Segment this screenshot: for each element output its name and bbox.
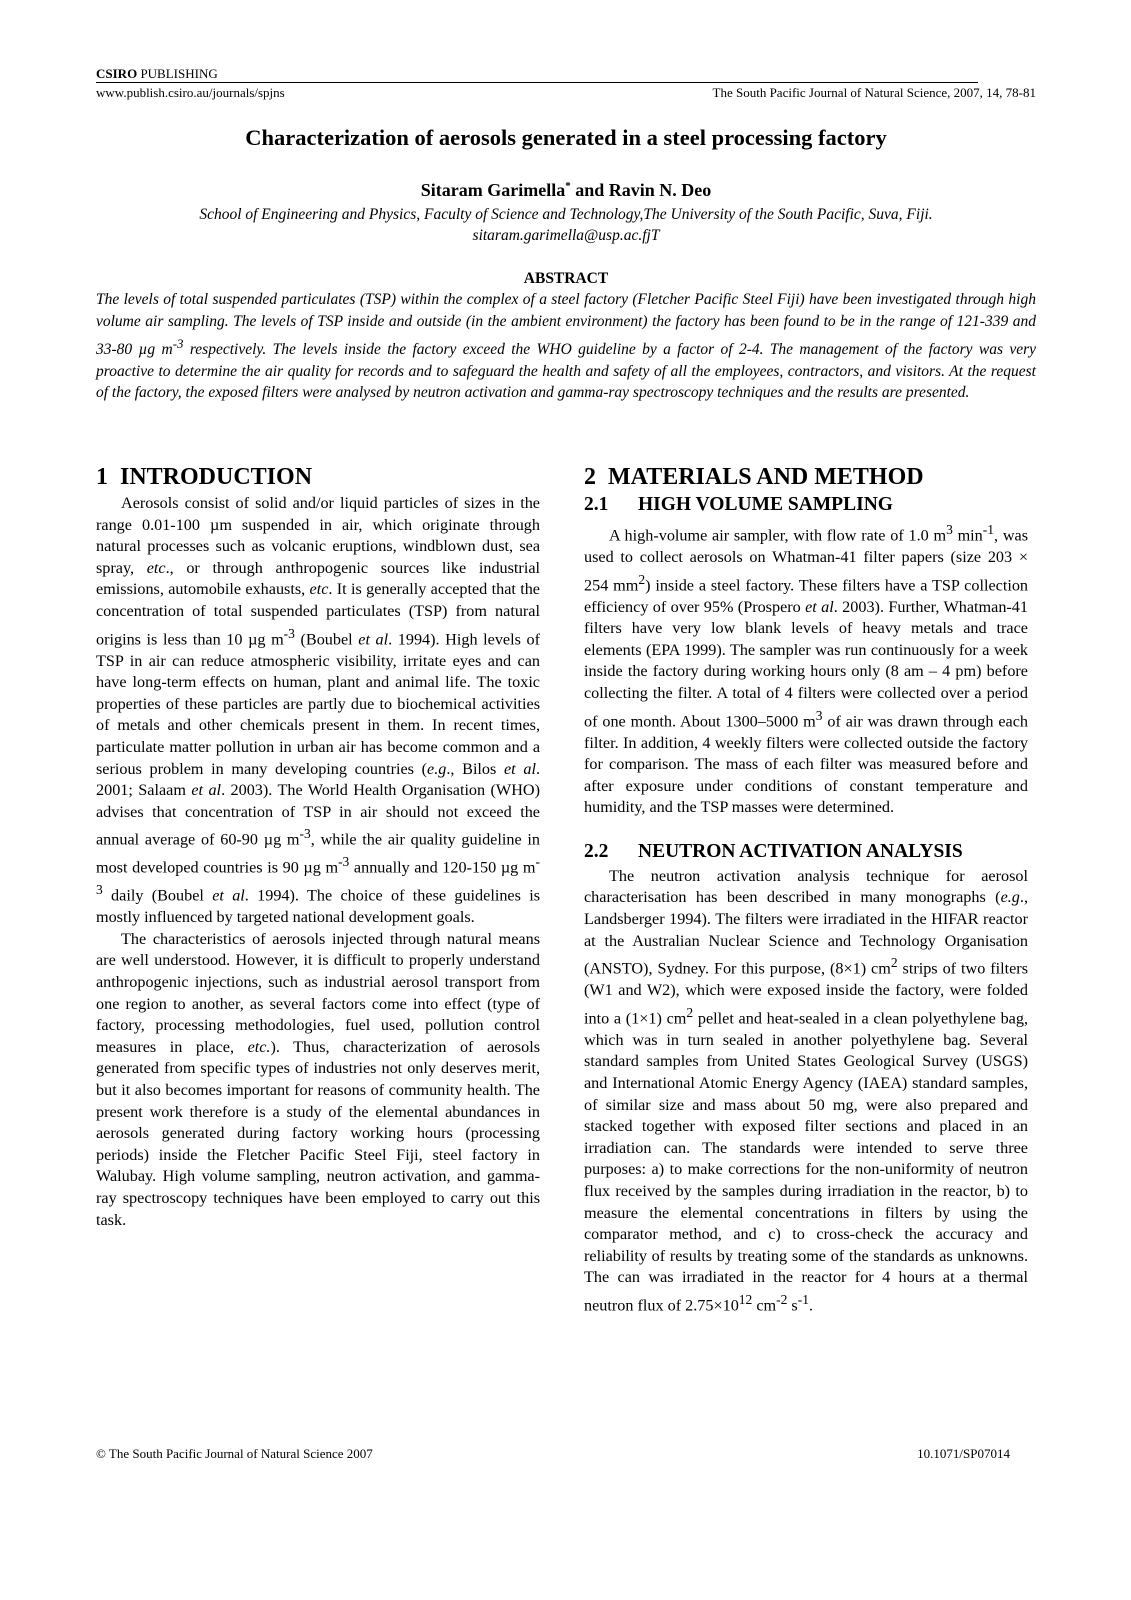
publisher-name-rest: PUBLISHING <box>137 66 218 81</box>
author-list <box>96 175 1036 201</box>
section-1-heading <box>96 462 540 492</box>
section-1-number: 1 <box>96 464 108 490</box>
affiliation-block <box>96 204 1036 246</box>
section-2-heading <box>584 462 1028 492</box>
abstract-heading: ABSTRACT <box>523 270 609 287</box>
sampling-paragraph: A high-volume air sampler, with flow rate of 1.0 $m^3$ $\min^{-1}$, was used to collect aerosols on Whatman-41 filter papers (size 203 × 254 $mm^2$) inside a steel factory. These filters have a TSP collection efficiency of over 95% (Prospero et al. 2003). Further, Whatman-41 filters have very low blank levels of heavy metals and trace elements (EPA 1999). The sampler was run continuously for a week inside the factory during working hours only (8 am – 4 pm) before collecting the filter. A total of 4 filters were collected over a period of one month. About 1300–5000 $m^3$ of air was drawn through each filter. In addition, 4 weekly filters were collected outside the factory for comparison. The mass of each filter was measured before and after exposure under conditions of constant temperature and humidity, and the TSP masses were determined. <box>584 522 1029 817</box>
right-column <box>584 462 1028 1317</box>
intro-paragraph-2: The characteristics of aerosols injected through natural means are well understood. However, it is difficult to properly understand anthropogenic injections, such as industrial aerosol transport from one region to another, as several factors come into effect (type of factory, processing methodologies, fuel used, pollution control measures in place, etc.). Thus, characterization of aerosols generated from specific types of industries not only deserves merit, but it also becomes important for reasons of community health. The present work therefore is a study of the elemental abundances in aerosols generated during factory working hours (processing periods) inside the Fletcher Pacific Steel Fiji, steel factory in Walubay. High volume sampling, neutron activation, and gamma-ray spectroscopy techniques have been employed to carry out this task. <box>96 929 540 1229</box>
section-2-title: MATERIALS AND METHOD <box>608 464 924 490</box>
subsection-2-1-heading <box>584 493 1028 517</box>
page-footer <box>96 1446 1010 1462</box>
subsection-2-1-number: 2.1 <box>584 494 609 515</box>
author-1: Sitaram Garimella <box>420 180 566 200</box>
journal-citation: The South Pacific Journal of Natural Science, 2007, 14, 78-81 <box>712 85 1036 100</box>
author-email[interactable]: sitaram.garimella@usp.ac.fjT <box>472 227 660 244</box>
publisher-line <box>96 66 978 83</box>
publisher-name-bold: CSIRO <box>96 66 138 81</box>
journal-url-link[interactable]: www.publish.csiro.au/journals/spjns <box>96 85 285 100</box>
section-1-title: INTRODUCTION <box>120 464 313 490</box>
activation-paragraph: The neutron activation analysis technique for aerosol characterisation has been described in many monographs (e.g., Landsberger 1994). The filters were irradiated in the HIFAR reactor at the Australian Nuclear Science and Technology Organisation (ANSTO), Sydney. For this purpose, (8×1) $cm^2$ strips of two filters (W1 and W2), which were exposed inside the factory, were folded into a (1×1) $cm^2$ pellet and heat-sealed in a clean polyethylene bag, which was in turn sealed in another polyethylene bag. Several standard samples from United States Geological Survey (USGS) and International Atomic Energy Agency (IAEA) standard samples, of similar size and mass about 50 mg, were also prepared and stacked together with exposed filter sections and placed in an irradiation can. The standards were intended to serve three purposes: a) to make corrections for the non-uniformity of neutron flux received by the samples during irradiation in the reactor, b) to measure the elemental concentrations in filters by using the comparator method, and c) to cross-check the accuracy and reliability of results by treating some of the standards as unknowns. The can was irradiated in the reactor for 4 hours at a thermal neutron flux of $2.75\times 10^{12}$ $cm^{-2}$ $s^{-1}$. <box>584 866 1028 1315</box>
corresponding-author-mark: * <box>565 180 571 192</box>
intro-paragraph-1: Aerosols consist of solid and/or liquid particles of sizes in the range 0.01-100 µm suspended in air, which originate through natural processes such as volcanic eruptions, windblown dust, sea spray, etc., or through anthropogenic sources like industrial emissions, automobile exhausts, etc. It is generally accepted that the concentration of total suspended particulates (TSP) from natural origins is less than 10 µg $m^{-3}$ (Boubel et al. 1994). High levels of TSP in air can reduce atmospheric visibility, irritate eyes and can have long-term effects on human, plant and animal life. The toxic properties of these particles are partly due to biochemical activities of metals and other chemicals present in them. In recent times, particulate matter pollution in urban air has become common and a serious problem in many developing countries (e.g., Bilos et al. 2001; Salaam et al. 2003). The World Health Organisation (WHO) advises that concentration of TSP in air should not exceed the annual average of 60-90 µg $m^{-3}$, while the air quality guideline in most developed countries is 90 µg $m^{-3}$ annually and 120-150 µg $m^{-3}$ daily (Boubel et al. 1994). The choice of these guidelines is mostly influenced by targeted national development goals. <box>96 494 541 927</box>
left-column <box>96 462 540 1231</box>
subsection-2-2-number: 2.2 <box>584 840 609 862</box>
author-rest: and Ravin N. Deo <box>570 180 712 200</box>
abstract-text: The levels of total suspended particulates (TSP) within the complex of a steel factory (Fletcher Pacific Steel Fiji) have been investigated through high volume air sampling. The levels of TSP inside and outside (in the ambient environment) the factory has been found to be in the range of 121-339 and 33-80 µg $m^{-3}$ respectively. The levels inside the factory exceed the WHO guideline by a factor of 2-4. The management of the factory was very proactive to determine the air quality for records and to safeguard the health and safety of all the employees, contractors, and visitors. At the request of the factory, the exposed filters were analysed by neutron activation and gamma-ray spectroscopy techniques and the results are presented. <box>96 291 1036 402</box>
subsection-2-2-heading <box>584 840 1028 864</box>
subsection-2-2-title: NEUTRON ACTIVATION ANALYSIS <box>638 840 963 862</box>
journal-header <box>96 66 1036 101</box>
copyright-notice: © The South Pacific Journal of Natural Science 2007 <box>96 1446 373 1461</box>
affiliation: School of Engineering and Physics, Faculty of Science and Technology,The University of the South Pacific, Suva, Fiji. <box>199 206 933 223</box>
subsection-2-1-title: HIGH VOLUME SAMPLING <box>638 494 893 515</box>
doi-link[interactable]: 10.1071/SP07014 <box>917 1446 1010 1461</box>
paper-title: Characterization of aerosols generated in a steel processing factory <box>245 125 887 150</box>
section-2-number: 2 <box>584 464 596 490</box>
